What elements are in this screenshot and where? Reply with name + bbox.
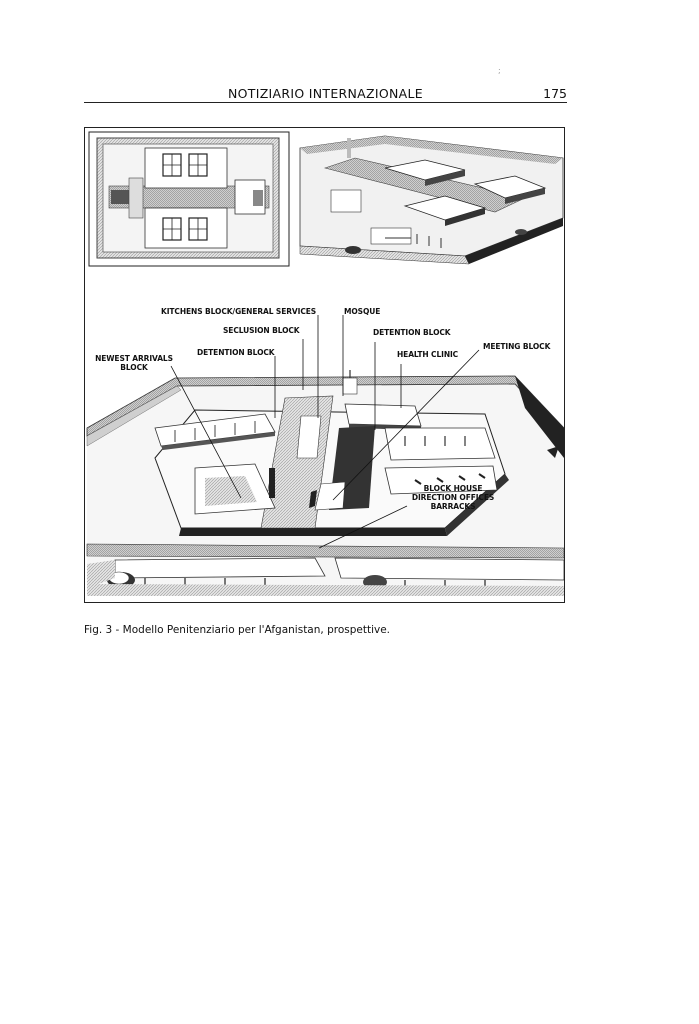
scan-speck: ; xyxy=(498,66,501,75)
journal-title: NOTIZIARIO INTERNAZIONALE xyxy=(227,86,423,101)
figure-caption: Fig. 3 - Modello Penitenziario per l'Afganistan, prospettive. xyxy=(84,624,391,636)
label-meeting-block: MEETING BLOCK xyxy=(483,342,551,351)
figure-frame xyxy=(84,127,565,603)
label-newest-arrivals-line1: NEWEST ARRIVALS xyxy=(95,354,173,363)
label-health-clinic: HEALTH CLINIC xyxy=(397,350,459,359)
label-detention-block-right: DETENTION BLOCK xyxy=(373,328,451,337)
perspective-top xyxy=(297,132,563,266)
label-seclusion-block: SECLUSION BLOCK xyxy=(223,326,300,335)
perspective-main xyxy=(87,370,564,596)
label-block-house: BLOCK HOUSE xyxy=(423,484,483,493)
label-newest-arrivals-line2: BLOCK xyxy=(120,363,148,372)
page-number: 175 xyxy=(543,86,567,101)
label-direction-offices: DIRECTION OFFICES xyxy=(411,493,495,502)
label-block-house-group xyxy=(403,484,503,511)
plan-view xyxy=(89,132,289,266)
label-newest-arrivals xyxy=(94,354,174,372)
label-detention-block-left: DETENTION BLOCK xyxy=(197,348,275,357)
running-head xyxy=(84,86,567,103)
label-barracks: BARRACKS xyxy=(430,502,476,511)
label-kitchens-block: KITCHENS BLOCK/GENERAL SERVICES xyxy=(161,307,317,316)
label-mosque: MOSQUE xyxy=(344,307,381,316)
